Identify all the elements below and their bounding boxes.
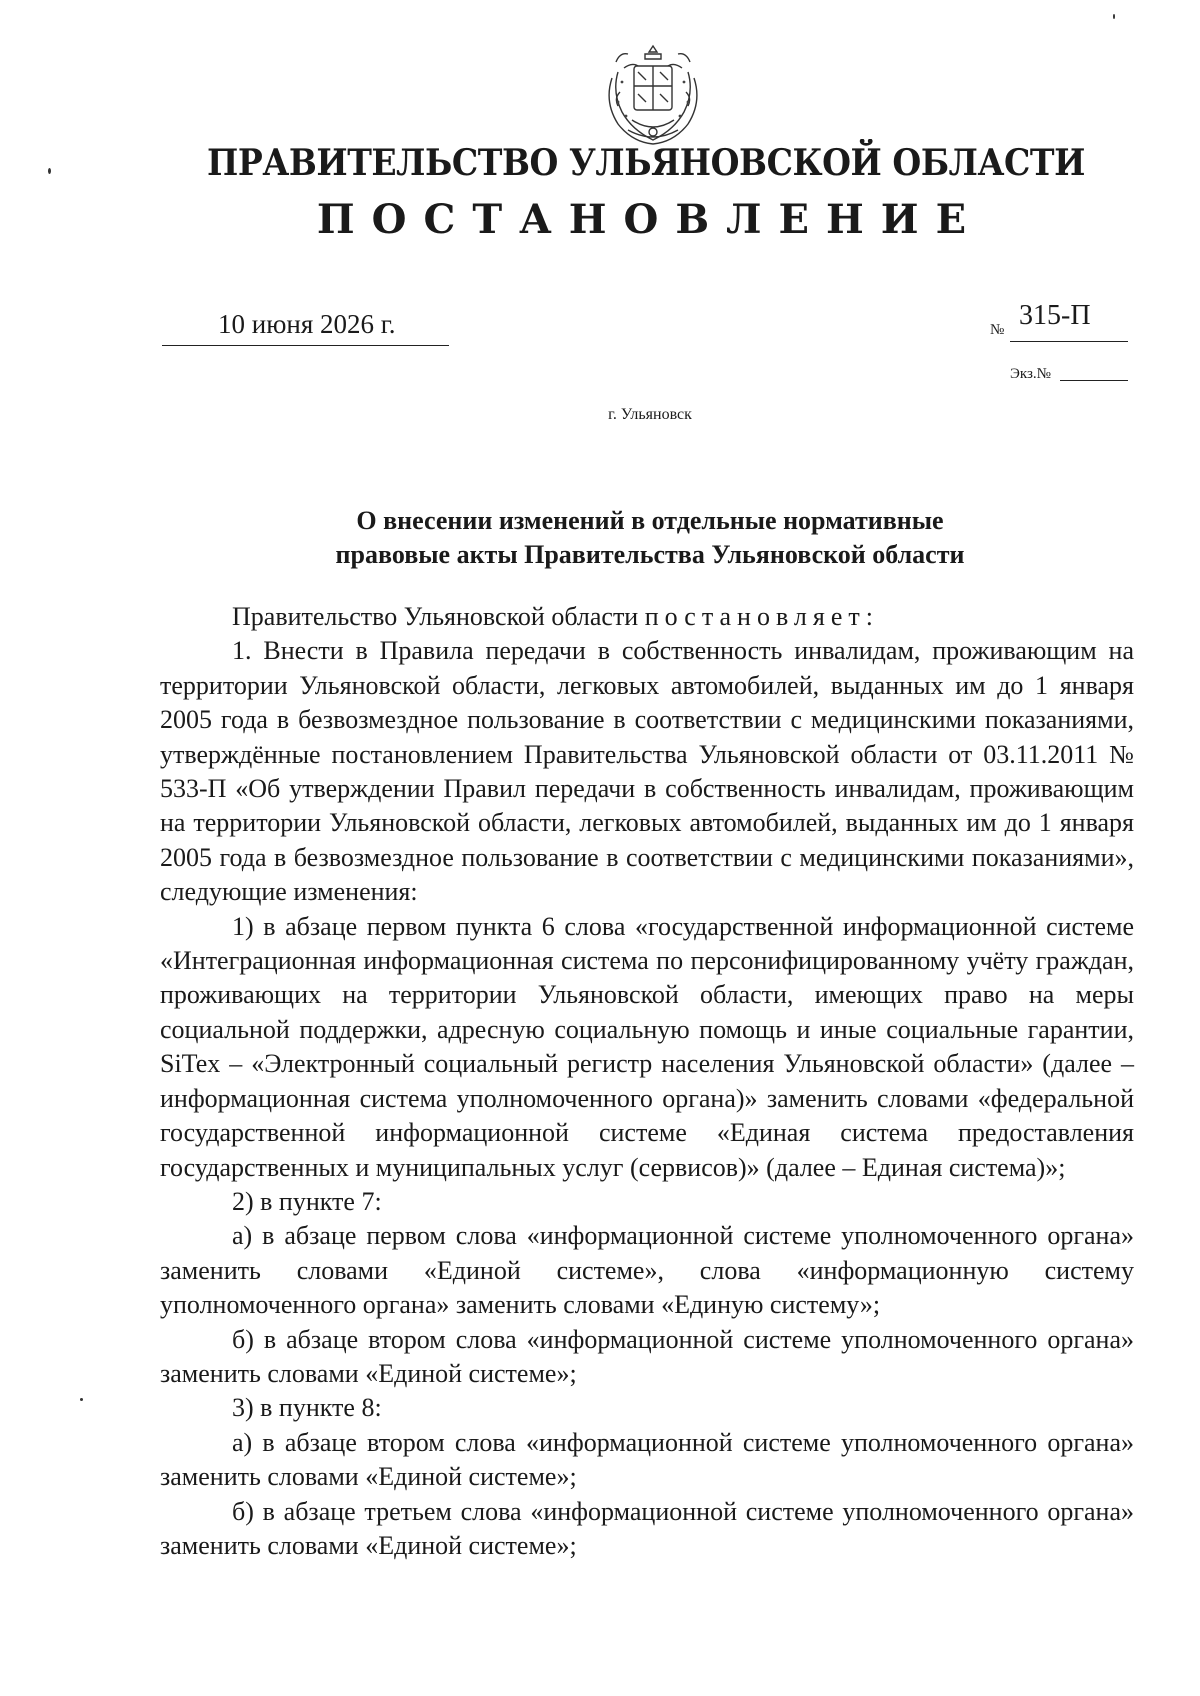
government-title: ПРАВИТЕЛЬСТВО УЛЬЯНОВСКОЙ ОБЛАСТИ: [207, 142, 1085, 184]
paragraph-1-item-2-b: б) в абзаце втором слова «информационной системе уполномоченного органа» заменить словами «Единой системе»;: [160, 1324, 1134, 1388]
paragraph-1-item-1: 1) в абзаце первом пункта 6 слова «государственной информационной системе «Интеграционная информационная система по персонифицированному учёту граждан, проживающих на территории Ульяновской области, имеющих право на меры социальной поддержки, адресную социальную помощь и иные социальные гарантии, SiTex – «Электронный социальный регистр населения Ульяновской области» (далее – информационная система уполномоченного органа)» заменить словами «федеральной государственной информационной системе «Единая система предоставления государственных и муниципальных услуг (сервисов)» (далее – Единая система)»;: [160, 911, 1134, 1182]
document-date: 10 июня 2026 г.: [218, 309, 396, 339]
paragraph-1-item-3: 3) в пункте 8:: [232, 1393, 382, 1423]
subject-line-1: О внесении изменений в отдельные нормативные: [356, 506, 944, 535]
scan-speck: [1113, 14, 1115, 19]
paragraph-1-item-2: 2) в пункте 7:: [232, 1186, 382, 1216]
subject-line-2: правовые акты Правительства Ульяновской области: [335, 540, 965, 569]
document-subject: [0, 504, 1200, 572]
paragraph-1-item-3-b: б) в абзаце третьем слова «информационной системе уполномоченного органа» заменить словами «Единой системе»;: [160, 1496, 1134, 1560]
preamble-text: Правительство Ульяновской области: [232, 602, 645, 631]
number-label: №: [990, 322, 1005, 338]
copy-number-underline: [1060, 380, 1128, 381]
number-underline: [1010, 341, 1128, 342]
date-underline: [162, 345, 449, 346]
preamble: [160, 600, 1134, 634]
preamble-spaced-word: постановляет:: [644, 602, 879, 631]
city: г. Ульяновск: [608, 406, 692, 423]
scan-speck: [80, 1398, 83, 1401]
paragraph-1-item-3-a: а) в абзаце втором слова «информационной системе уполномоченного органа» заменить словами «Единой системе»;: [160, 1427, 1134, 1492]
paragraph-1-item-2-a: а) в абзаце первом слова «информационной системе уполномоченного органа» заменить словами «Единой системе», слова «информационную систему уполномоченного органа» заменить словами «Единую систему»;: [160, 1221, 1134, 1320]
document-number: 315-П: [1019, 300, 1091, 331]
coat-of-arms-emblem: [598, 42, 708, 146]
copy-number-label: Экз.№: [1010, 366, 1051, 382]
scan-speck: [48, 168, 51, 174]
document-type-title: ПОСТАНОВЛЕНИЕ: [316, 196, 984, 243]
document-body: [160, 600, 1134, 1563]
paragraph-1: 1. Внести в Правила передачи в собственность инвалидам, проживающим на территории Ульяновской области, легковых автомобилей, выданных им до 1 января 2005 года в безвозмездное пользование в соответствии с медицинскими показаниями, утверждённые постановлением Правительства Ульяновской области от 03.11.2011 № 533-П «Об утверждении Правил передачи в собственность инвалидам, проживающим на территории Ульяновской области, легковых автомобилей, выданных им до 1 января 2005 года в безвозмездное пользование в соответствии с медицинскими показаниями», следующие изменения:: [160, 636, 1134, 907]
